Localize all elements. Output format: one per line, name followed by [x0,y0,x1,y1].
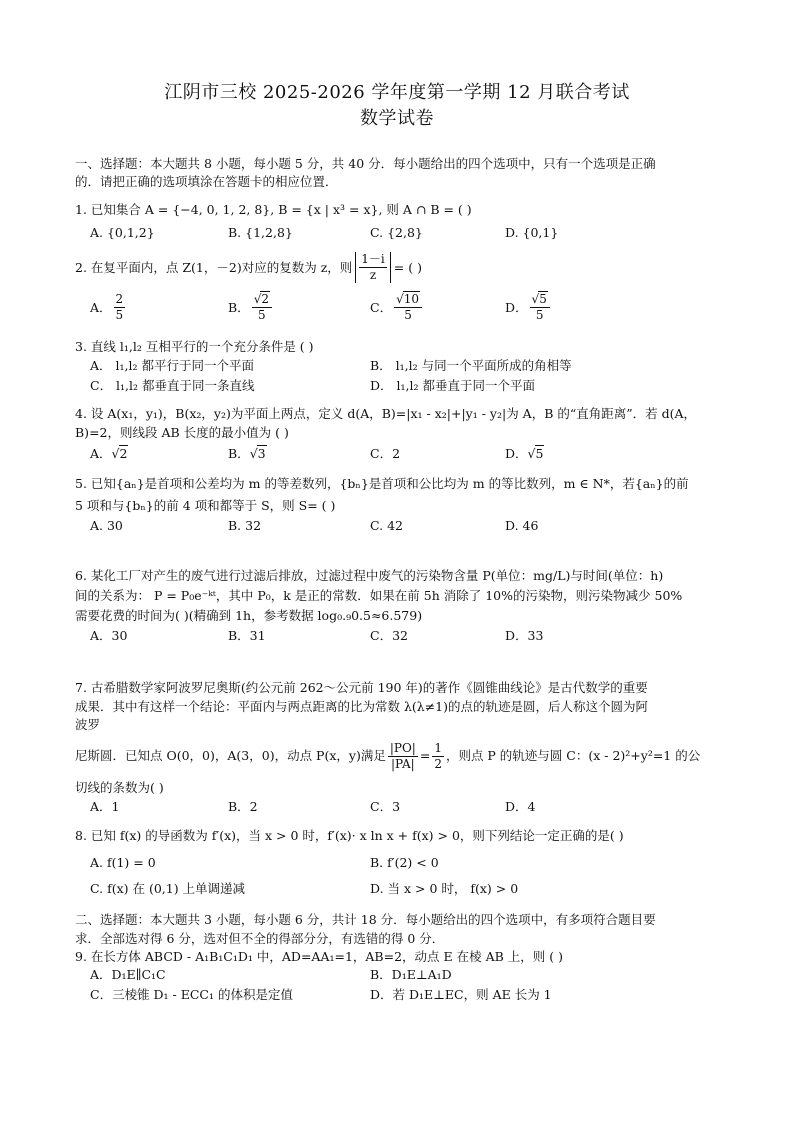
q2-option-a [90,292,127,323]
q2-option-d-num: √5 [530,292,550,308]
q5-stem-line2: 5 项和与{bₙ}的前 4 项和都等于 S，则 S= ( ) [75,498,336,513]
q8-option-a: A. f(1) = 0 [90,855,156,870]
q5-stem-line1: 5. 已知{aₙ}是首项和公差均为 m 的等差数列，{bₙ}是首项和公比均为 m 的等比数列，m ∈ N*，若{aₙ}的前 [75,476,689,491]
q2-option-a-den: 5 [115,308,124,322]
q2-option-a-num: 2 [115,292,124,306]
q3-option-c: C． l₁,l₂ 都垂直于同一条直线 [90,378,255,393]
q4-stem-line2: B)=2，则线段 AB 长度的最小值为 ( ) [75,425,289,440]
q7-half-num: 1 [434,740,442,755]
q6-option-b: B．31 [228,628,266,643]
q2-option-a-fraction [114,292,126,323]
q2-option-d-label: D． [505,299,528,315]
q6-option-c: C．32 [370,628,408,643]
q5-option-b: B. 32 [228,518,262,533]
q2-option-c-radicand: 10 [403,292,420,306]
q8-option-b: B. f′(2) < 0 [370,855,439,870]
q2-option-d-radicand: 5 [539,292,547,306]
q7-stem-line1: 7. 古希腊数学家阿波罗尼奥斯(约公元前 262～公元前 190 年)的著作《圆锥曲线论》是古代数学的重要 [75,680,648,695]
q7-stem-line5: 切线的条数为( ) [75,780,164,795]
q2-stem [75,252,422,283]
q4-option-b-label: B． [228,446,250,461]
q4-option-a-label: A． [90,446,112,461]
q9-option-a: A．D₁E∥C₁C [90,967,166,982]
q8-option-c: C. f(x) 在 (0,1) 上单调递减 [90,881,246,896]
exam-subtitle: 数学试卷 [360,108,434,129]
section1-heading-line2: 的．请把正确的选项填涂在答题卡的相应位置． [75,174,338,189]
q2-stem-text: 2. 在复平面内，点 Z(1，－2)对应的复数为 z，则 [75,259,353,275]
q7-ratio-den: |PA| [390,756,415,771]
q4-option-c: C．2 [370,446,401,461]
q7-stem-line3: 波罗 [75,717,101,732]
q2-option-d-den: 5 [535,308,544,322]
q4-option-a-radicand: 2 [119,446,128,461]
q1-option-c: C. {2,8} [370,225,423,240]
q6-stem-line3: 需要花费的时间为( )(精确到 1h，参考数据 log₀.₉0.5≈6.579) [75,608,423,623]
q7-half-den: 2 [434,756,442,771]
q1-option-a: A. {0,1,2} [90,225,155,240]
q2-option-c [370,292,424,323]
q9-stem: 9. 在长方体 ABCD - A₁B₁C₁D₁ 中，AD=AA₁=1，AB=2，动点 E 在棱 AB 上，则 ( ) [75,949,563,964]
section2-heading-line1: 二、选择题：本大题共 3 小题，每小题 6 分，共计 18 分．每小题给出的四个选项中，有多项符合题目要 [75,912,656,927]
q2-option-b-label: B． [228,299,250,315]
q1-option-d: D. {0,1} [505,225,559,240]
q9-option-d: D．若 D₁E⊥EC，则 AE 长为 1 [370,987,552,1002]
q2-option-a-label: A． [90,299,112,315]
q4-option-d-radicand: 5 [535,446,544,461]
q7-option-b: B．2 [228,799,258,814]
exam-title: 江阴市三校 2025-2026 学年度第一学期 12 月联合考试 [164,82,630,103]
q2-option-c-fraction [394,292,422,323]
section2-heading-line2: 求．全部选对得 6 分，选对但不全的得部分分，有选错的得 0 分． [75,931,445,946]
q3-option-a: A． l₁,l₂ 都平行于同一个平面 [90,358,254,373]
section1-heading-line1: 一、选择题：本大题共 8 小题，每小题 5 分，共 40 分．每小题给出的四个选项中，只有一个选项是正确 [75,156,656,171]
q2-option-c-label: C． [370,299,393,315]
q2-abs-fraction [359,252,386,283]
q4-stem-line1: 4. 设 A(x₁，y₁)，B(x₂，y₂)为平面上两点，定义 d(A，B)=|x₁ - x₂|+|y₁ - y₂|为 A，B 的“直角距离”．若 d(A， [75,406,697,421]
q5-option-a: A. 30 [90,518,123,533]
q7-line4-tail: ，则点 P 的轨迹与圆 C：(x - 2)²+y²=1 的公 [445,748,701,763]
q3-stem: 3. 直线 l₁,l₂ 互相平行的一个充分条件是 ( ) [75,339,314,354]
q6-option-a: A．30 [90,628,128,643]
q7-ratio-num: |PO| [389,740,416,755]
q4-option-a: A．√2 [90,446,128,461]
q4-option-b-radicand: 3 [257,446,266,461]
q8-stem: 8. 已知 f(x) 的导函数为 f′(x)，当 x > 0 时，f′(x)· x ln x + f(x) > 0，则下列结论一定正确的是( ) [75,828,624,843]
q3-option-b: B． l₁,l₂ 与同一个平面所成的角相等 [370,358,572,373]
q7-stem-line2: 成果．其中有这样一个结论：平面内与两点距离的比为常数 λ(λ≠1)的点的轨迹是圆，后人称这个圆为阿 [75,699,648,714]
q2-option-b [228,292,274,323]
q7-option-a: A．1 [90,799,120,814]
q2-option-d [505,292,552,323]
q1-stem: 1. 已知集合 A = {−4, 0, 1, 2, 8}, B = {x | x³ = x}, 则 A ∩ B = ( ) [75,202,472,217]
q2-option-d-fraction [530,292,550,323]
q9-option-b: B．D₁E⊥A₁D [370,967,452,982]
q7-stem-line4 [75,736,700,776]
q7-half-fraction [432,741,444,772]
q9-option-c: C．三棱锥 D₁ - ECC₁ 的体积是定值 [90,987,293,1002]
q1-option-b: B. {1,2,8} [228,225,293,240]
q6-stem-line1: 6. 某化工厂对产生的废气进行过滤后排放，过滤过程中废气的污染物含量 P(单位：mg/L)与时间(单位：h) [75,568,664,583]
q2-abs-denominator: z [369,268,377,282]
q7-equals: = [419,748,431,763]
q7-option-c: C．3 [370,799,401,814]
q2-option-b-den: 5 [258,308,266,322]
q4-option-d-label: D． [505,446,528,461]
q6-option-d: D．33 [505,628,544,643]
q2-option-b-radicand: 2 [261,292,269,306]
q2-option-c-den: 5 [404,308,412,322]
q2-abs-expression [355,252,390,283]
q2-option-b-fraction [252,292,272,323]
q4-option-d: D．√5 [505,446,544,461]
q6-stem-line2: 间的关系为： P = P₀e⁻ᵏᵗ，其中 P₀，k 是正的常数．如果在前 5h 消除了 10%的污染物，则污染物减少 50% [75,588,683,603]
q2-stem-tail: = ( ) [393,259,422,275]
q2-option-b-num: √2 [252,292,272,308]
q7-line4-text: 尼斯圆．已知点 O(0，0)，A(3，0)，动点 P(x，y)满足 [75,748,386,763]
q7-option-d: D．4 [505,799,536,814]
q2-option-c-num: √10 [394,292,422,308]
q2-abs-numerator: 1－i [361,252,385,266]
q3-option-d: D． l₁,l₂ 都垂直于同一个平面 [370,378,535,393]
q8-option-d: D. 当 x > 0 时， f(x) > 0 [370,881,519,896]
q4-option-b: B．√3 [228,446,266,461]
q7-ratio-fraction [388,741,418,772]
q5-option-d: D. 46 [505,518,539,533]
q5-option-c: C. 42 [370,518,403,533]
